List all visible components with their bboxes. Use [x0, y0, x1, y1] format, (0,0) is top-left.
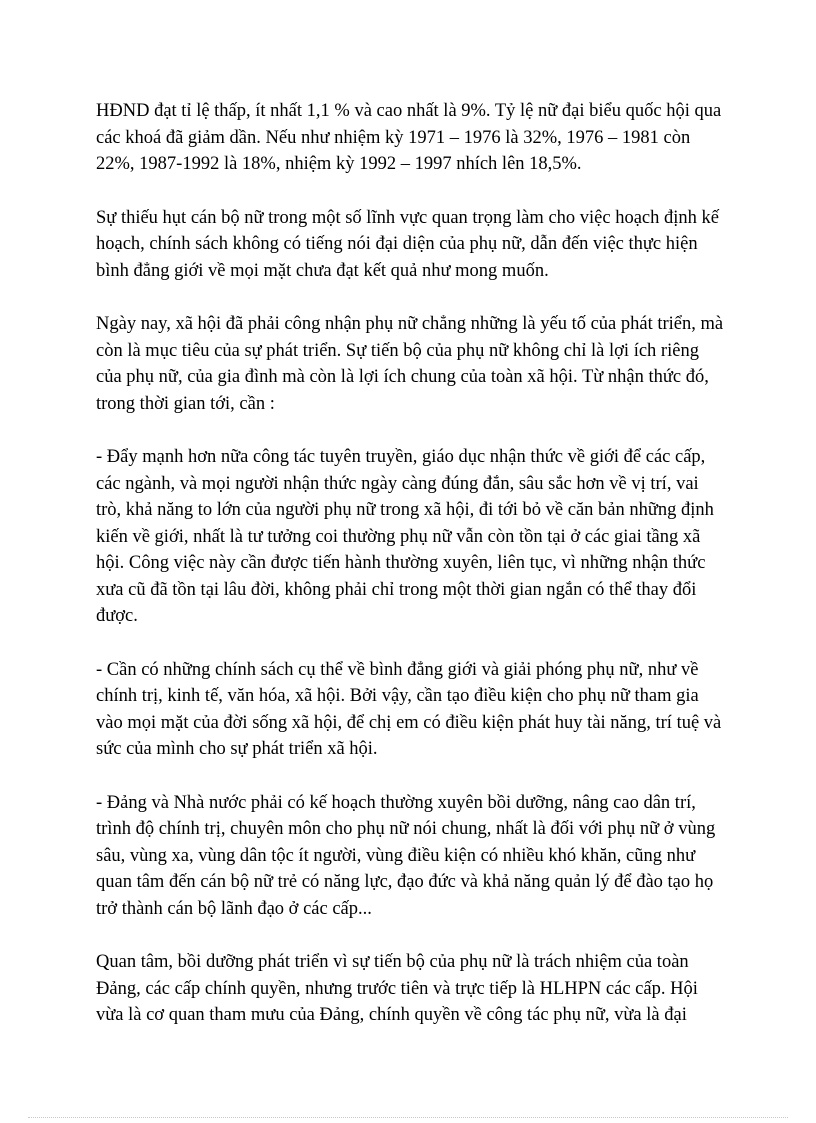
- paragraph-women-and-development: Ngày nay, xã hội đã phải công nhận phụ nữ chẳng những là yếu tố của phát triển, mà còn là mục tiêu của sự phát triển. Sự tiến bộ của phụ nữ không chỉ là lợi ích riêng của phụ nữ, của gia đình mà còn là lợi ích chung của toàn xã hội. Từ nhận thức đó, trong thời gian tới, cần :: [96, 314, 724, 414]
- paragraph-shortage-of-female-cadres: Sự thiếu hụt cán bộ nữ trong một số lĩnh vực quan trọng làm cho việc hoạch định kế hoạch, chính sách không có tiếng nói đại diện của phụ nữ, dẫn đến việc thực hiện bình đẳng giới về mọi mặt chưa đạt kết quả như mong muốn.: [96, 207, 719, 281]
- document-body: [96, 98, 724, 1056]
- page-footer-divider: [28, 1117, 788, 1118]
- paragraph-gender-equality-policies: - Cần có những chính sách cụ thể về bình đẳng giới và giải phóng phụ nữ, như về chính trị, kinh tế, văn hóa, xã hội. Bởi vậy, cần tạo điều kiện cho phụ nữ tham gia vào mọi mặt của đời sống xã hội, để chị em có điều kiện phát huy tài năng, trí tuệ và sức của mình cho sự phát triển xã hội.: [96, 659, 722, 759]
- paragraph-responsibility-of-hlhpn: Quan tâm, bồi dưỡng phát triển vì sự tiến bộ của phụ nữ là trách nhiệm của toàn Đảng, các cấp chính quyền, nhưng trước tiên và trực tiếp là HLHPN các cấp. Hội vừa là cơ quan tham mưu của Đảng, chính quyền về công tác phụ nữ, vừa là đại: [96, 952, 698, 1025]
- paragraph-propaganda-and-education: - Đẩy mạnh hơn nữa công tác tuyên truyền, giáo dục nhận thức về giới để các cấp, các ngành, và mọi người nhận thức ngày càng đúng đắn, sâu sắc hơn về vị trí, vai trò, khả năng to lớn của người phụ nữ trong xã hội, đi tới bỏ về căn bản những định kiến về giới, nhất là tư tưởng coi thường phụ nữ vẫn còn tồn tại ở các giai tầng xã hội. Công việc này cần được tiến hành thường xuyên, liên tục, vì những nhận thức xưa cũ đã tồn tại lâu đời, không phải chỉ trong một thời gian ngắn có thể thay đổi được.: [96, 447, 714, 626]
- paragraph-representation-statistics: HĐND đạt tỉ lệ thấp, ít nhất 1,1 % và cao nhất là 9%. Tỷ lệ nữ đại biểu quốc hội qua các khoá đã giảm dần. Nếu như nhiệm kỳ 1971 – 1976 là 32%, 1976 – 1981 còn 22%, 1987-1992 là 18%, nhiệm kỳ 1992 – 1997 nhích lên 18,5%.: [96, 101, 722, 174]
- paragraph-training-and-capacity: - Đảng và Nhà nước phải có kế hoạch thường xuyên bồi dưỡng, nâng cao dân trí, trình độ chính trị, chuyên môn cho phụ nữ nói chung, nhất là đối với phụ nữ ở vùng sâu, vùng xa, vùng dân tộc ít người, vùng điều kiện có nhiều khó khăn, cũng như quan tâm đến cán bộ nữ trẻ có năng lực, đạo đức và khả năng quản lý để đào tạo họ trở thành cán bộ lãnh đạo ở các cấp...: [96, 792, 716, 919]
